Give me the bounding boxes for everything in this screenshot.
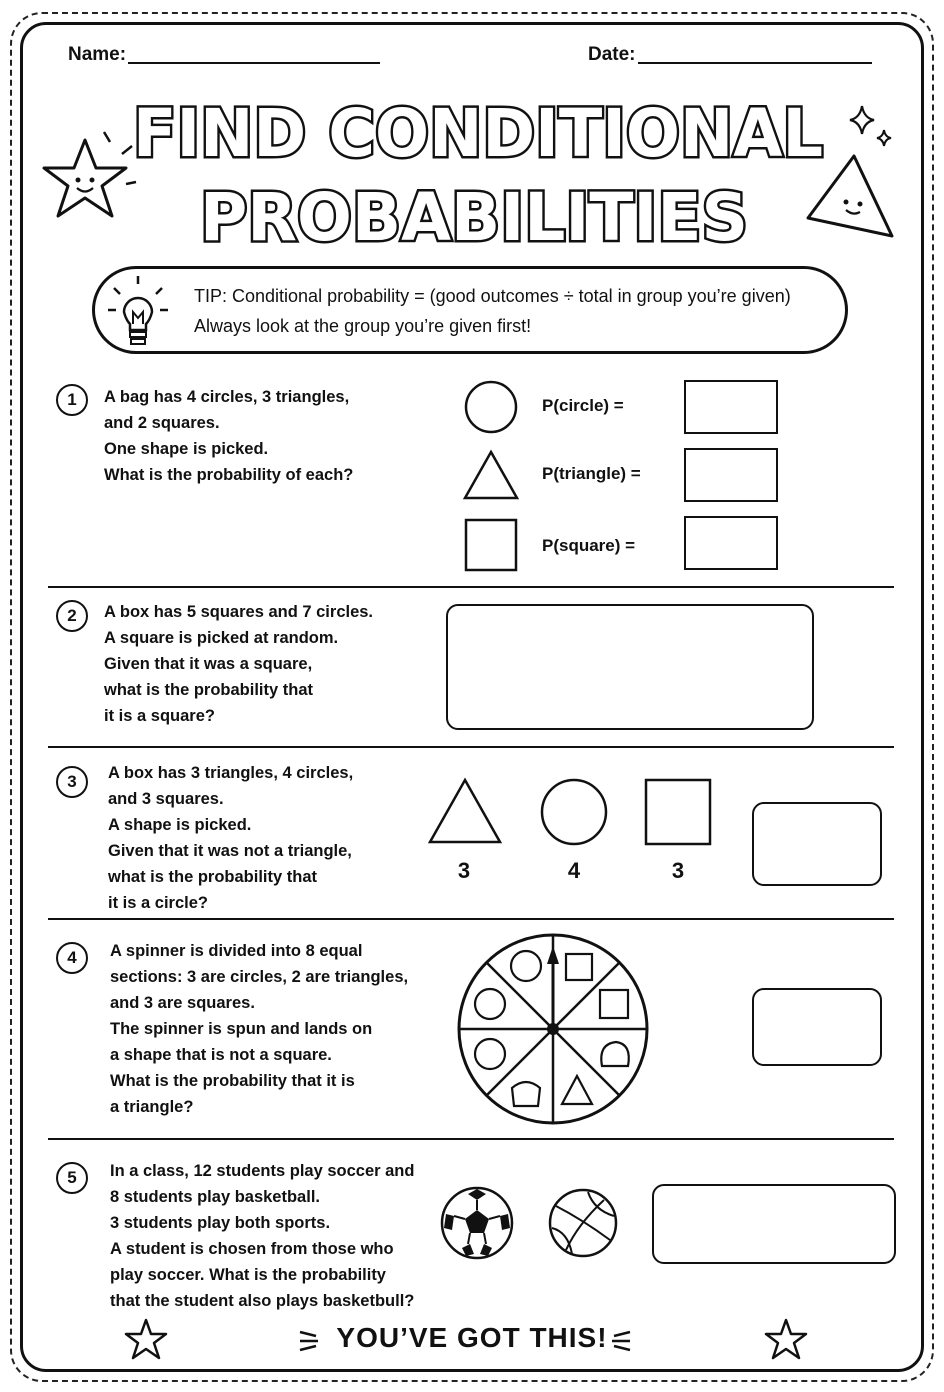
question-2-number: 2 [56, 600, 88, 632]
question-line: what is the probability that [104, 681, 314, 699]
question-line: a triangle? [110, 1098, 194, 1116]
question-1-text [104, 384, 353, 488]
smiling-star-icon [30, 128, 140, 238]
question-line: What is the probability that it is [110, 1072, 355, 1090]
square-count: 3 [671, 858, 685, 883]
sparkle-icon [846, 104, 896, 150]
question-line: A square is picked at random. [104, 629, 339, 647]
name-field[interactable] [128, 62, 380, 64]
question-4-number: 4 [56, 942, 88, 974]
question-5-number: 5 [56, 1162, 88, 1194]
basketball-icon [548, 1188, 618, 1258]
divider [48, 586, 894, 588]
question-4-answer-box[interactable] [752, 988, 882, 1066]
question-line: that the student also plays basketbull? [110, 1292, 415, 1310]
question-line: and 2 squares. [104, 414, 220, 432]
question-line: 8 students play basketball. [110, 1188, 320, 1206]
question-2-text [104, 599, 373, 729]
question-line: A student is chosen from those who [110, 1240, 394, 1258]
question-5-answer-box[interactable] [652, 1184, 896, 1264]
question-line: sections: 3 are circles, 2 are triangles, [110, 968, 409, 986]
smiling-triangle-icon [804, 152, 896, 242]
question-line: A bag has 4 circles, 3 triangles, [104, 388, 350, 406]
square-shape-icon [466, 520, 516, 570]
title-line-1: FIND CONDITIONAL [133, 95, 823, 172]
p-triangle-label: P(triangle) = [542, 464, 641, 483]
question-3-text [108, 760, 353, 916]
circle-shape-icon [466, 382, 516, 432]
footer-encouragement: YOU’VE GOT THIS! [336, 1322, 608, 1353]
q1-shapes [462, 380, 520, 574]
date-label: Date: [588, 44, 636, 65]
worksheet-title [0, 80, 944, 260]
name-label: Name: [68, 44, 127, 65]
question-line: it is a circle? [108, 894, 208, 912]
star-icon [124, 1318, 168, 1360]
lightbulb-icon [104, 272, 174, 352]
divider [48, 746, 894, 748]
question-line: play soccer. What is the probability [110, 1266, 386, 1284]
question-line: A box has 3 triangles, 4 circles, [108, 764, 354, 782]
soccer-ball-icon [440, 1186, 514, 1260]
question-line: what is the probability that [108, 868, 318, 886]
question-line: it is a square? [104, 707, 215, 725]
title-line-2: PROBABILITIES [200, 179, 748, 256]
divider [48, 918, 894, 920]
date-field[interactable] [638, 62, 872, 64]
question-line: Given that it was a square, [104, 655, 313, 673]
question-line: and 3 are squares. [110, 994, 255, 1012]
question-5-text [110, 1158, 414, 1314]
p-circle-label: P(circle) = [542, 396, 624, 415]
question-line: What is the probability of each? [104, 466, 354, 484]
divider [48, 1138, 894, 1140]
triangle-shape-icon [465, 452, 517, 498]
p-square-answer-box[interactable] [684, 516, 778, 570]
question-line: A spinner is divided into 8 equal [110, 942, 363, 960]
star-icon [764, 1318, 808, 1360]
p-circle-answer-box[interactable] [684, 380, 778, 434]
q3-shapes [428, 776, 718, 848]
tip-box [92, 266, 848, 354]
circle-count: 4 [567, 858, 581, 883]
question-1-number: 1 [56, 384, 88, 416]
tip-line-2: Always look at the group you’re given first! [194, 316, 532, 336]
question-line: In a class, 12 students play soccer and [110, 1162, 415, 1180]
question-line: The spinner is spun and lands on [110, 1020, 373, 1038]
question-line: and 3 squares. [108, 790, 224, 808]
question-3-number: 3 [56, 766, 88, 798]
question-line: a shape that is not a square. [110, 1046, 332, 1064]
question-line-given: Given that it was not a triangle, [108, 842, 352, 860]
circle-shape-icon [542, 780, 606, 844]
question-line: A shape is picked. [108, 816, 252, 834]
question-line: One shape is picked. [104, 440, 269, 458]
square-shape-icon [646, 780, 710, 844]
spinner-icon [456, 932, 650, 1126]
question-line: 3 students play both sports. [110, 1214, 331, 1232]
triangle-count: 3 [457, 858, 471, 883]
question-line: A box has 5 squares and 7 circles. [104, 603, 374, 621]
question-4-text [110, 938, 408, 1120]
p-triangle-answer-box[interactable] [684, 448, 778, 502]
question-3-answer-box[interactable] [752, 802, 882, 886]
triangle-shape-icon [430, 780, 500, 842]
tip-line-1: TIP: Conditional probability = (good outcomes ÷ total in group you’re given) [194, 286, 791, 306]
p-square-label: P(square) = [542, 536, 636, 555]
question-2-answer-box[interactable] [446, 604, 814, 730]
